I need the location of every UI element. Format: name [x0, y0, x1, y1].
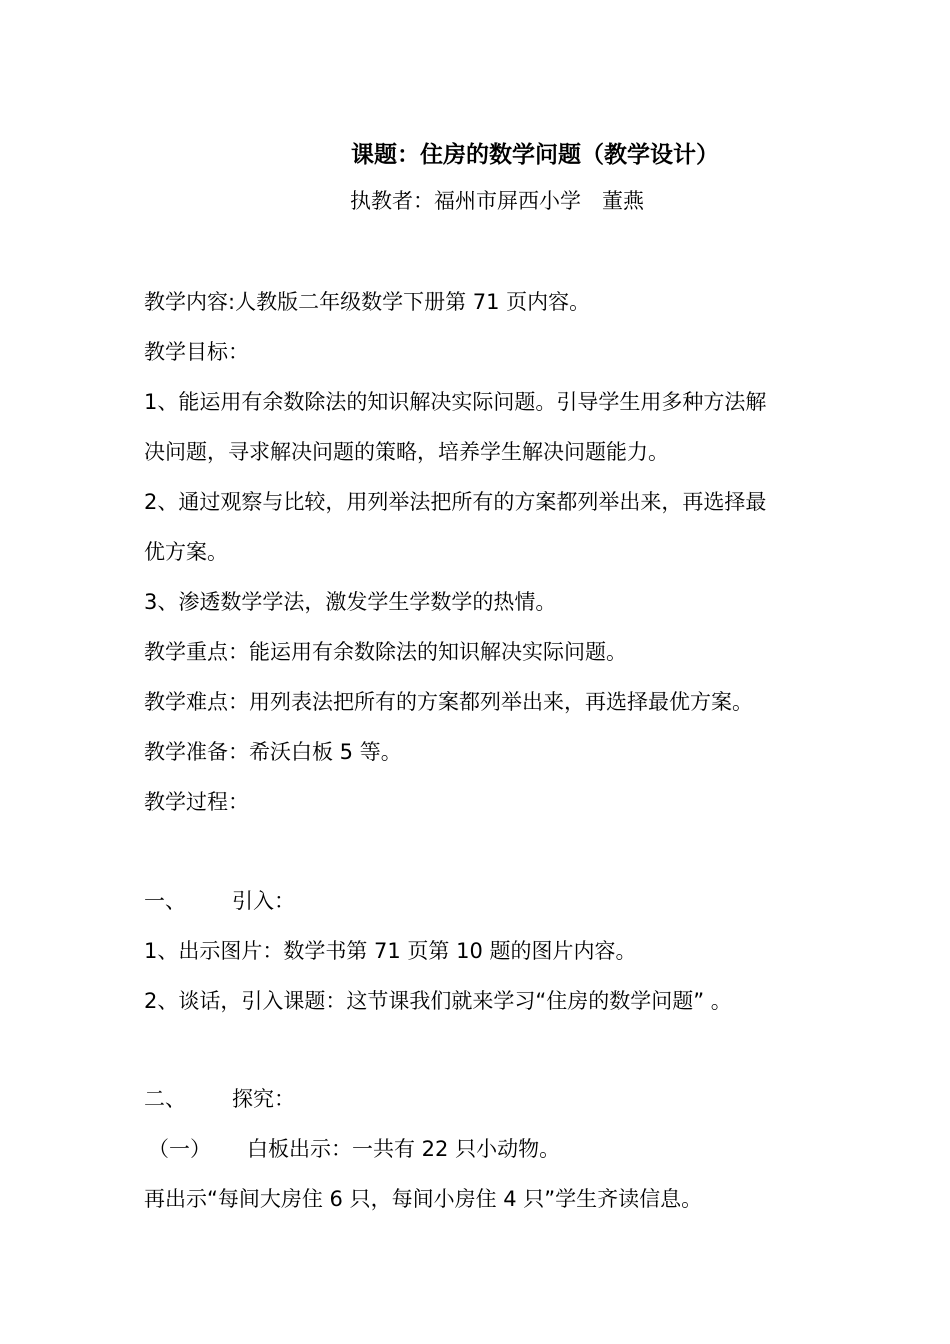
section-2-line: 再出示“每间大房住 6 只，每间小房住 4 只”学生齐读信息。 [144, 1187, 703, 1211]
goal-2-line-1: 2、通过观察与比较，用列举法把所有的方案都列举出来，再选择最 [144, 490, 767, 514]
section-2-title: 探究： [232, 1087, 295, 1111]
teaching-preparation: 教学准备：希沃白板 5 等。 [144, 740, 402, 764]
section-1-item-2: 2、谈话，引入课题：这节课我们就来学习“住房的数学问题” 。 [144, 989, 732, 1013]
author-line: 执教者：福州市屏西小学 董燕 [350, 189, 644, 213]
section-2-subitem-number: （一） [148, 1137, 211, 1161]
teaching-process-label: 教学过程： [144, 790, 249, 814]
document-title: 课题：住房的数学问题（教学设计） [351, 142, 719, 168]
goal-3: 3、渗透数学学法，激发学生学数学的热情。 [144, 590, 557, 614]
section-2-number: 二、 [144, 1087, 186, 1111]
section-2-heading [144, 1083, 295, 1113]
section-2-subitem [148, 1133, 560, 1163]
section-1-item-1: 1、出示图片：数学书第 71 页第 10 题的图片内容。 [144, 939, 637, 963]
goal-1-line-2: 决问题，寻求解决问题的策略，培养学生解决问题能力。 [144, 440, 669, 464]
teaching-difficulty: 教学难点：用列表法把所有的方案都列举出来，再选择最优方案。 [144, 690, 753, 714]
goal-2-line-2: 优方案。 [144, 540, 228, 564]
section-1-title: 引入： [232, 889, 295, 913]
section-1-number: 一、 [144, 889, 186, 913]
teaching-goals-label: 教学目标： [144, 340, 249, 364]
section-1-heading [144, 885, 295, 915]
teaching-content: 教学内容:人教版二年级数学下册第 71 页内容。 [144, 290, 591, 314]
section-2-subitem-text: 白板出示：一共有 22 只小动物。 [247, 1137, 561, 1161]
teaching-key-point: 教学重点：能运用有余数除法的知识解决实际问题。 [144, 640, 627, 664]
goal-1-line-1: 1、能运用有余数除法的知识解决实际问题。引导学生用多种方法解 [144, 390, 767, 414]
